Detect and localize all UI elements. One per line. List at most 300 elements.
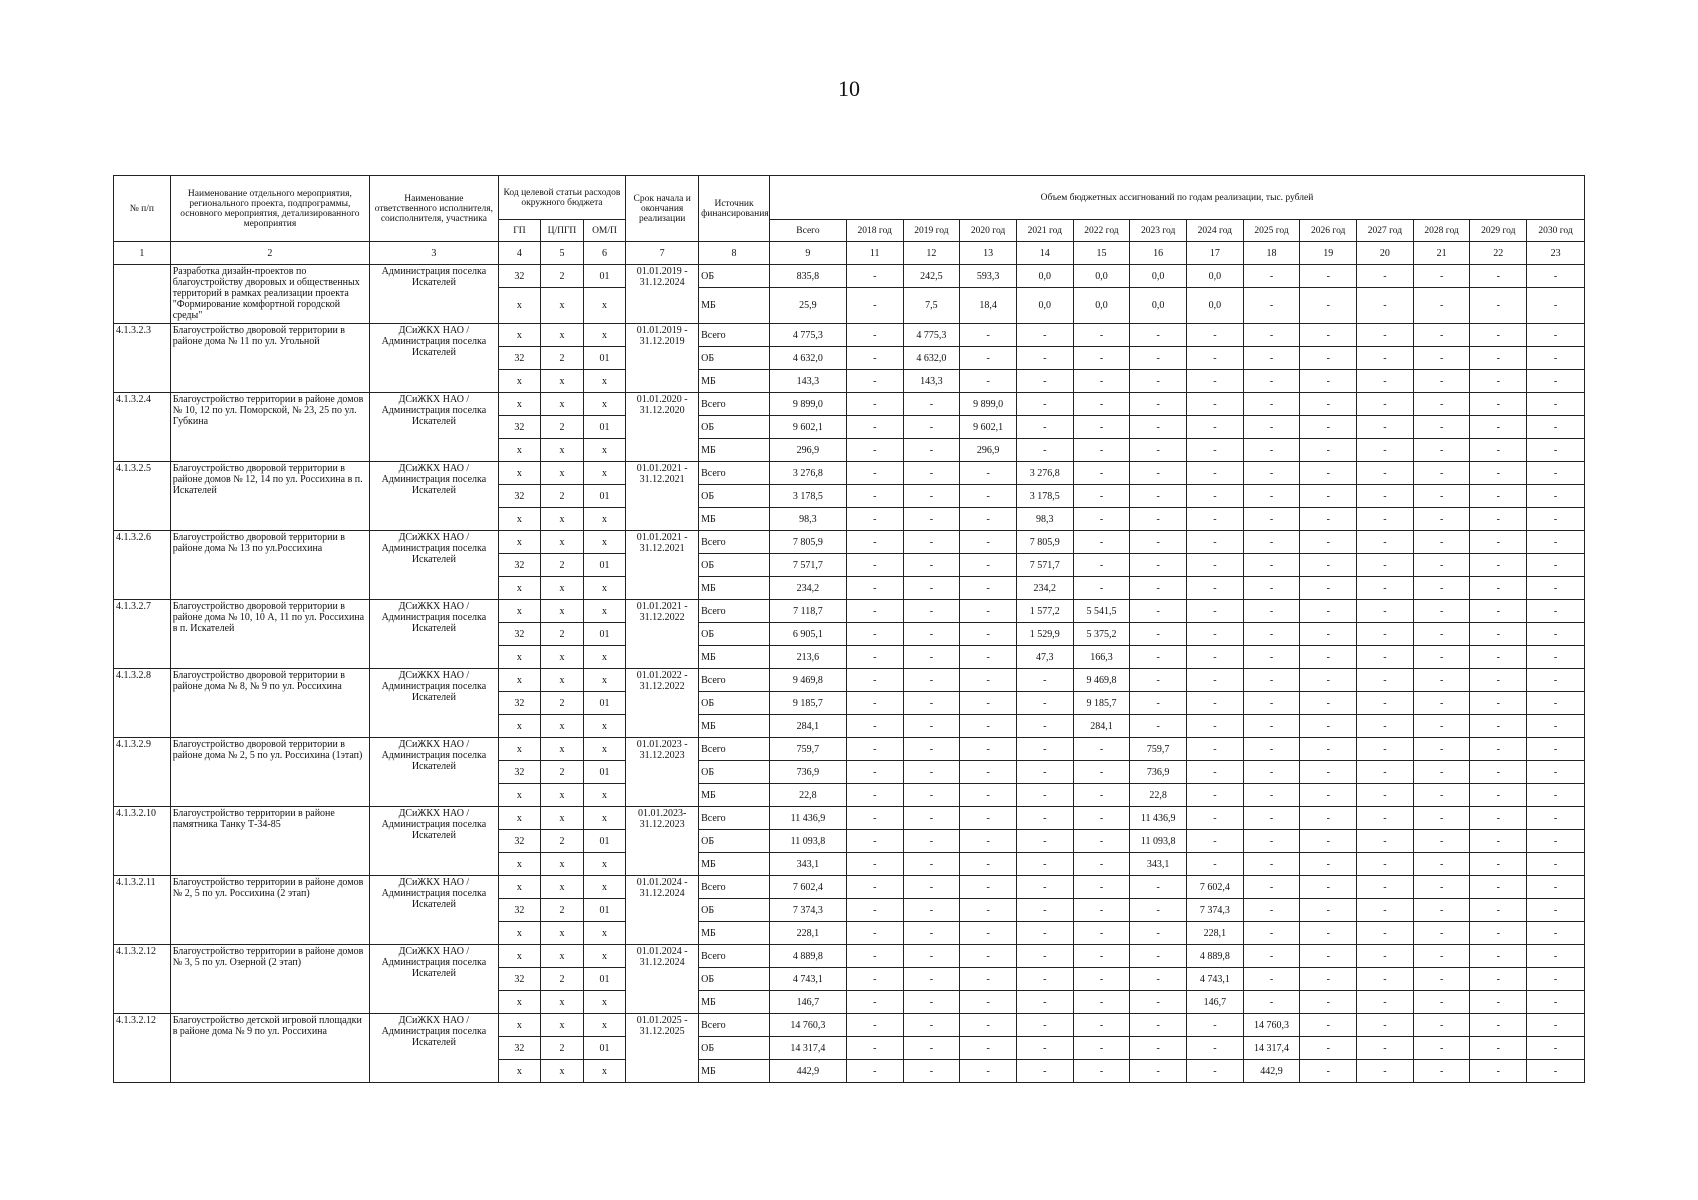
item-term: 01.01.2021 - 31.12.2021 bbox=[626, 462, 699, 531]
budget-value: - bbox=[1527, 784, 1585, 807]
item-number: 4.1.3.2.9 bbox=[114, 738, 171, 807]
budget-value: - bbox=[846, 922, 903, 945]
code-cell: х bbox=[498, 462, 541, 485]
code-cell: 01 bbox=[583, 265, 626, 288]
code-cell: 2 bbox=[541, 1037, 584, 1060]
budget-value: - bbox=[1300, 1037, 1357, 1060]
budget-value: - bbox=[1073, 1014, 1130, 1037]
budget-value: - bbox=[1470, 265, 1527, 288]
budget-value: - bbox=[846, 265, 903, 288]
budget-value: - bbox=[1527, 1037, 1585, 1060]
code-cell: 32 bbox=[498, 1037, 541, 1060]
budget-value: - bbox=[1413, 853, 1470, 876]
budget-value: - bbox=[1130, 416, 1187, 439]
budget-value: - bbox=[1243, 945, 1300, 968]
budget-value: - bbox=[1470, 462, 1527, 485]
budget-value: - bbox=[1130, 439, 1187, 462]
code-cell: 01 bbox=[583, 968, 626, 991]
budget-value: - bbox=[846, 715, 903, 738]
budget-value: 4 889,8 bbox=[1187, 945, 1244, 968]
budget-value: - bbox=[1357, 577, 1414, 600]
budget-value: - bbox=[1016, 876, 1073, 899]
budget-value: - bbox=[1130, 508, 1187, 531]
column-number: 9 bbox=[769, 242, 846, 265]
table-row bbox=[114, 393, 1585, 416]
budget-value: 3 276,8 bbox=[769, 462, 846, 485]
funding-source: Всего bbox=[699, 876, 770, 899]
budget-value: - bbox=[960, 485, 1017, 508]
code-cell: х bbox=[583, 738, 626, 761]
funding-source: МБ bbox=[699, 784, 770, 807]
header-name: Наименование отдельного мероприятия, регионального проекта, подпрограммы, основного мероприятия, детализированного мероприятия bbox=[170, 176, 369, 242]
table-row bbox=[114, 324, 1585, 347]
budget-value: - bbox=[1413, 899, 1470, 922]
code-cell: х bbox=[541, 1014, 584, 1037]
budget-value: - bbox=[903, 899, 960, 922]
item-term: 01.01.2020 - 31.12.2020 bbox=[626, 393, 699, 462]
table-row bbox=[114, 462, 1585, 485]
budget-value: - bbox=[1413, 646, 1470, 669]
budget-value: - bbox=[1357, 347, 1414, 370]
budget-value: - bbox=[960, 531, 1017, 554]
item-executor: ДСиЖКХ НАО / Администрация поселка Искателей bbox=[370, 600, 499, 669]
budget-value: - bbox=[960, 370, 1017, 393]
code-cell: 01 bbox=[583, 485, 626, 508]
budget-value: 7 602,4 bbox=[1187, 876, 1244, 899]
budget-value: - bbox=[1016, 784, 1073, 807]
code-cell: 32 bbox=[498, 485, 541, 508]
budget-value: - bbox=[1527, 1014, 1585, 1037]
budget-value: - bbox=[1470, 692, 1527, 715]
budget-value: 9 185,7 bbox=[769, 692, 846, 715]
budget-value: 228,1 bbox=[1187, 922, 1244, 945]
budget-value: 9 899,0 bbox=[769, 393, 846, 416]
budget-value: - bbox=[1187, 692, 1244, 715]
budget-value: - bbox=[846, 1060, 903, 1083]
budget-value: - bbox=[1527, 462, 1585, 485]
item-term: 01.01.2022 - 31.12.2022 bbox=[626, 669, 699, 738]
item-executor: ДСиЖКХ НАО / Администрация поселка Искателей bbox=[370, 945, 499, 1014]
budget-value: - bbox=[1300, 416, 1357, 439]
budget-value: - bbox=[1073, 761, 1130, 784]
budget-value: - bbox=[1187, 393, 1244, 416]
budget-value: - bbox=[1130, 991, 1187, 1014]
budget-value: 98,3 bbox=[1016, 508, 1073, 531]
header-executor: Наименование ответственного исполнителя, соисполнителя, участника bbox=[370, 176, 499, 242]
budget-value: - bbox=[1187, 623, 1244, 646]
budget-value: - bbox=[1357, 784, 1414, 807]
budget-value: - bbox=[1413, 968, 1470, 991]
budget-value: - bbox=[903, 738, 960, 761]
budget-value: - bbox=[1300, 991, 1357, 1014]
code-cell: х bbox=[498, 922, 541, 945]
header-year: 2018 год bbox=[846, 220, 903, 242]
funding-source: ОБ bbox=[699, 416, 770, 439]
budget-value: - bbox=[1130, 462, 1187, 485]
budget-value: - bbox=[1413, 807, 1470, 830]
item-name: Благоустройство территории в районе домов № 3, 5 по ул. Озерной (2 этап) bbox=[170, 945, 369, 1014]
budget-value: - bbox=[1187, 324, 1244, 347]
budget-value: - bbox=[1300, 1060, 1357, 1083]
budget-value: - bbox=[1527, 485, 1585, 508]
item-term: 01.01.2021 - 31.12.2022 bbox=[626, 600, 699, 669]
item-number bbox=[114, 265, 171, 324]
code-cell: 01 bbox=[583, 416, 626, 439]
budget-value: - bbox=[1413, 715, 1470, 738]
code-cell: х bbox=[541, 922, 584, 945]
budget-value: - bbox=[1357, 922, 1414, 945]
item-number: 4.1.3.2.6 bbox=[114, 531, 171, 600]
budget-value: - bbox=[903, 830, 960, 853]
code-cell: х bbox=[541, 853, 584, 876]
budget-value: - bbox=[1300, 531, 1357, 554]
code-cell: х bbox=[541, 288, 584, 324]
code-cell: х bbox=[498, 784, 541, 807]
budget-value: - bbox=[1527, 577, 1585, 600]
budget-value: - bbox=[1357, 1060, 1414, 1083]
budget-value: 14 760,3 bbox=[769, 1014, 846, 1037]
header-year: 2030 год bbox=[1527, 220, 1585, 242]
budget-value: - bbox=[1300, 288, 1357, 324]
budget-value: - bbox=[1016, 347, 1073, 370]
code-cell: х bbox=[541, 646, 584, 669]
budget-value: - bbox=[1073, 347, 1130, 370]
budget-value: - bbox=[1243, 265, 1300, 288]
item-name: Благоустройство дворовой территории в районе дома № 8, № 9 по ул. Россихина bbox=[170, 669, 369, 738]
budget-value: - bbox=[846, 416, 903, 439]
budget-value: - bbox=[1243, 485, 1300, 508]
code-cell: х bbox=[498, 508, 541, 531]
budget-value: 0,0 bbox=[1187, 265, 1244, 288]
budget-value: - bbox=[1243, 600, 1300, 623]
budget-value: 4 632,0 bbox=[903, 347, 960, 370]
budget-value: - bbox=[960, 968, 1017, 991]
budget-value: - bbox=[846, 508, 903, 531]
budget-value: - bbox=[1357, 876, 1414, 899]
budget-value: - bbox=[1016, 1037, 1073, 1060]
code-cell: 32 bbox=[498, 692, 541, 715]
budget-value: - bbox=[1300, 761, 1357, 784]
funding-source: ОБ bbox=[699, 968, 770, 991]
budget-value: - bbox=[1413, 784, 1470, 807]
budget-value: - bbox=[1527, 600, 1585, 623]
item-executor: ДСиЖКХ НАО / Администрация поселка Искателей bbox=[370, 462, 499, 531]
budget-value: 4 632,0 bbox=[769, 347, 846, 370]
budget-value: - bbox=[1187, 830, 1244, 853]
funding-source: Всего bbox=[699, 462, 770, 485]
budget-value: - bbox=[960, 807, 1017, 830]
column-number: 19 bbox=[1300, 242, 1357, 265]
budget-value: - bbox=[1357, 1037, 1414, 1060]
budget-value: - bbox=[1187, 807, 1244, 830]
budget-value: - bbox=[1130, 692, 1187, 715]
budget-value: - bbox=[1527, 288, 1585, 324]
budget-value: - bbox=[1130, 876, 1187, 899]
budget-value: 166,3 bbox=[1073, 646, 1130, 669]
budget-value: - bbox=[1187, 784, 1244, 807]
budget-value: - bbox=[1527, 761, 1585, 784]
budget-value: - bbox=[1300, 715, 1357, 738]
budget-value: - bbox=[846, 876, 903, 899]
code-cell: 01 bbox=[583, 692, 626, 715]
budget-value: - bbox=[1243, 807, 1300, 830]
budget-value: - bbox=[903, 692, 960, 715]
budget-value: 0,0 bbox=[1016, 265, 1073, 288]
budget-value: - bbox=[1130, 669, 1187, 692]
code-cell: х bbox=[541, 508, 584, 531]
budget-value: - bbox=[1413, 554, 1470, 577]
header-term: Срок начала и окончания реализации bbox=[626, 176, 699, 242]
budget-value: - bbox=[1016, 1060, 1073, 1083]
code-cell: 32 bbox=[498, 623, 541, 646]
budget-value: - bbox=[903, 416, 960, 439]
budget-value: - bbox=[903, 439, 960, 462]
funding-source: ОБ bbox=[699, 485, 770, 508]
budget-value: - bbox=[1073, 738, 1130, 761]
budget-value: - bbox=[846, 692, 903, 715]
funding-source: Всего bbox=[699, 807, 770, 830]
funding-source: МБ bbox=[699, 853, 770, 876]
budget-value: - bbox=[1470, 485, 1527, 508]
budget-value: - bbox=[1413, 393, 1470, 416]
budget-value: 146,7 bbox=[1187, 991, 1244, 1014]
budget-value: - bbox=[960, 830, 1017, 853]
header-code: Код целевой статьи расходов окружного бюджета bbox=[498, 176, 626, 220]
budget-value: - bbox=[1073, 1037, 1130, 1060]
budget-value: 343,1 bbox=[769, 853, 846, 876]
code-cell: 2 bbox=[541, 830, 584, 853]
budget-value: - bbox=[1357, 265, 1414, 288]
budget-value: 234,2 bbox=[1016, 577, 1073, 600]
item-term: 01.01.2023- 31.12.2023 bbox=[626, 807, 699, 876]
budget-value: 14 760,3 bbox=[1243, 1014, 1300, 1037]
code-cell: 01 bbox=[583, 830, 626, 853]
code-cell: х bbox=[498, 738, 541, 761]
budget-value: - bbox=[1470, 554, 1527, 577]
budget-value: - bbox=[960, 646, 1017, 669]
code-cell: х bbox=[498, 324, 541, 347]
table-row bbox=[114, 600, 1585, 623]
budget-value: - bbox=[846, 646, 903, 669]
budget-value: - bbox=[1300, 922, 1357, 945]
budget-value: - bbox=[1470, 370, 1527, 393]
budget-value: - bbox=[1413, 288, 1470, 324]
header-no: № п/п bbox=[114, 176, 171, 242]
budget-value: - bbox=[846, 784, 903, 807]
budget-value: - bbox=[846, 807, 903, 830]
budget-value: - bbox=[1413, 830, 1470, 853]
budget-value: - bbox=[960, 669, 1017, 692]
budget-value: 3 178,5 bbox=[1016, 485, 1073, 508]
budget-value: - bbox=[846, 462, 903, 485]
code-cell: х bbox=[541, 1060, 584, 1083]
budget-value: - bbox=[1016, 899, 1073, 922]
budget-value: - bbox=[1187, 531, 1244, 554]
budget-value: - bbox=[1527, 830, 1585, 853]
budget-value: - bbox=[1073, 922, 1130, 945]
budget-value: - bbox=[1300, 738, 1357, 761]
budget-value: - bbox=[1527, 347, 1585, 370]
header-year: 2021 год bbox=[1016, 220, 1073, 242]
budget-value: - bbox=[1300, 485, 1357, 508]
budget-value: - bbox=[1357, 623, 1414, 646]
budget-value: 7 602,4 bbox=[769, 876, 846, 899]
funding-source: МБ bbox=[699, 1060, 770, 1083]
budget-value: - bbox=[903, 876, 960, 899]
code-cell: х bbox=[541, 784, 584, 807]
column-number: 5 bbox=[541, 242, 584, 265]
budget-value: - bbox=[1243, 922, 1300, 945]
budget-value: - bbox=[903, 1060, 960, 1083]
budget-value: - bbox=[846, 623, 903, 646]
item-name: Благоустройство территории в районе домов № 2, 5 по ул. Россихина (2 этап) bbox=[170, 876, 369, 945]
budget-value: - bbox=[1073, 370, 1130, 393]
budget-value: - bbox=[1413, 876, 1470, 899]
budget-value: - bbox=[960, 922, 1017, 945]
budget-value: - bbox=[1073, 968, 1130, 991]
code-cell: 01 bbox=[583, 554, 626, 577]
budget-value: - bbox=[1016, 370, 1073, 393]
budget-value: - bbox=[1413, 669, 1470, 692]
budget-value: - bbox=[1527, 416, 1585, 439]
budget-value: - bbox=[1243, 853, 1300, 876]
code-cell: 01 bbox=[583, 761, 626, 784]
funding-source: МБ bbox=[699, 991, 770, 1014]
budget-value: - bbox=[960, 692, 1017, 715]
funding-source: ОБ bbox=[699, 1037, 770, 1060]
budget-value: - bbox=[960, 784, 1017, 807]
budget-value: 442,9 bbox=[1243, 1060, 1300, 1083]
column-number: 22 bbox=[1470, 242, 1527, 265]
funding-source: Всего bbox=[699, 393, 770, 416]
table-row bbox=[114, 945, 1585, 968]
item-term: 01.01.2019 - 31.12.2024 bbox=[626, 265, 699, 324]
budget-value: - bbox=[1527, 1060, 1585, 1083]
budget-value: - bbox=[960, 853, 1017, 876]
budget-value: - bbox=[1357, 1014, 1414, 1037]
budget-value: - bbox=[1527, 265, 1585, 288]
budget-value: 143,3 bbox=[769, 370, 846, 393]
code-cell: х bbox=[583, 288, 626, 324]
budget-value: - bbox=[1130, 485, 1187, 508]
item-number: 4.1.3.2.11 bbox=[114, 876, 171, 945]
code-cell: 32 bbox=[498, 830, 541, 853]
code-cell: х bbox=[583, 531, 626, 554]
budget-value: 47,3 bbox=[1016, 646, 1073, 669]
budget-value: - bbox=[1187, 853, 1244, 876]
column-number: 11 bbox=[846, 242, 903, 265]
budget-value: 9 602,1 bbox=[769, 416, 846, 439]
budget-value: - bbox=[1357, 324, 1414, 347]
funding-source: ОБ bbox=[699, 265, 770, 288]
code-cell: х bbox=[583, 1014, 626, 1037]
header-year: 2029 год bbox=[1470, 220, 1527, 242]
budget-value: - bbox=[1413, 623, 1470, 646]
budget-value: - bbox=[1470, 715, 1527, 738]
budget-value: - bbox=[1470, 623, 1527, 646]
budget-value: - bbox=[1300, 439, 1357, 462]
budget-value: - bbox=[846, 669, 903, 692]
column-number: 20 bbox=[1357, 242, 1414, 265]
budget-value: - bbox=[960, 761, 1017, 784]
budget-value: 1 577,2 bbox=[1016, 600, 1073, 623]
budget-value: - bbox=[1527, 554, 1585, 577]
budget-value: 5 375,2 bbox=[1073, 623, 1130, 646]
budget-value: 7 805,9 bbox=[769, 531, 846, 554]
budget-value: - bbox=[846, 1014, 903, 1037]
budget-value: - bbox=[1243, 876, 1300, 899]
budget-value: - bbox=[846, 899, 903, 922]
budget-value: - bbox=[1073, 393, 1130, 416]
budget-value: - bbox=[1357, 830, 1414, 853]
budget-value: - bbox=[1243, 462, 1300, 485]
budget-value: - bbox=[1016, 922, 1073, 945]
item-executor: ДСиЖКХ НАО / Администрация поселка Искателей bbox=[370, 807, 499, 876]
budget-value: - bbox=[846, 347, 903, 370]
budget-value: - bbox=[903, 600, 960, 623]
budget-table-container bbox=[113, 175, 1585, 1083]
funding-source: Всего bbox=[699, 531, 770, 554]
column-number: 15 bbox=[1073, 242, 1130, 265]
code-cell: х bbox=[583, 508, 626, 531]
header-year: 2020 год bbox=[960, 220, 1017, 242]
budget-value: - bbox=[1300, 623, 1357, 646]
header-code-cpgp: Ц/ПГП bbox=[541, 220, 584, 242]
budget-value: 3 178,5 bbox=[769, 485, 846, 508]
budget-value: - bbox=[1527, 945, 1585, 968]
code-cell: х bbox=[498, 531, 541, 554]
budget-value: - bbox=[960, 715, 1017, 738]
budget-value: 1 529,9 bbox=[1016, 623, 1073, 646]
budget-value: - bbox=[1073, 853, 1130, 876]
budget-value: 25,9 bbox=[769, 288, 846, 324]
budget-value: 9 469,8 bbox=[1073, 669, 1130, 692]
budget-value: - bbox=[1357, 416, 1414, 439]
budget-value: - bbox=[1527, 370, 1585, 393]
funding-source: МБ bbox=[699, 646, 770, 669]
budget-value: 143,3 bbox=[903, 370, 960, 393]
budget-value: 4 743,1 bbox=[769, 968, 846, 991]
budget-value: - bbox=[1300, 692, 1357, 715]
budget-value: 759,7 bbox=[1130, 738, 1187, 761]
code-cell: х bbox=[583, 1060, 626, 1083]
budget-value: - bbox=[1300, 1014, 1357, 1037]
code-cell: х bbox=[498, 807, 541, 830]
budget-value: - bbox=[1413, 1014, 1470, 1037]
budget-value: - bbox=[960, 1037, 1017, 1060]
budget-value: - bbox=[1016, 968, 1073, 991]
budget-value: 7,5 bbox=[903, 288, 960, 324]
budget-value: - bbox=[1470, 899, 1527, 922]
budget-value: - bbox=[1413, 370, 1470, 393]
budget-value: 11 436,9 bbox=[769, 807, 846, 830]
code-cell: х bbox=[498, 600, 541, 623]
budget-value: 7 805,9 bbox=[1016, 531, 1073, 554]
code-cell: х bbox=[583, 370, 626, 393]
budget-value: - bbox=[846, 370, 903, 393]
budget-value: - bbox=[1413, 692, 1470, 715]
budget-value: 7 571,7 bbox=[1016, 554, 1073, 577]
code-cell: х bbox=[583, 439, 626, 462]
budget-value: - bbox=[1073, 1060, 1130, 1083]
code-cell: 01 bbox=[583, 899, 626, 922]
column-number: 12 bbox=[903, 242, 960, 265]
item-name: Благоустройство дворовой территории в районе дома № 11 по ул. Угольной bbox=[170, 324, 369, 393]
budget-value: 14 317,4 bbox=[769, 1037, 846, 1060]
budget-value: - bbox=[1243, 623, 1300, 646]
code-cell: х bbox=[583, 807, 626, 830]
budget-value: 736,9 bbox=[769, 761, 846, 784]
